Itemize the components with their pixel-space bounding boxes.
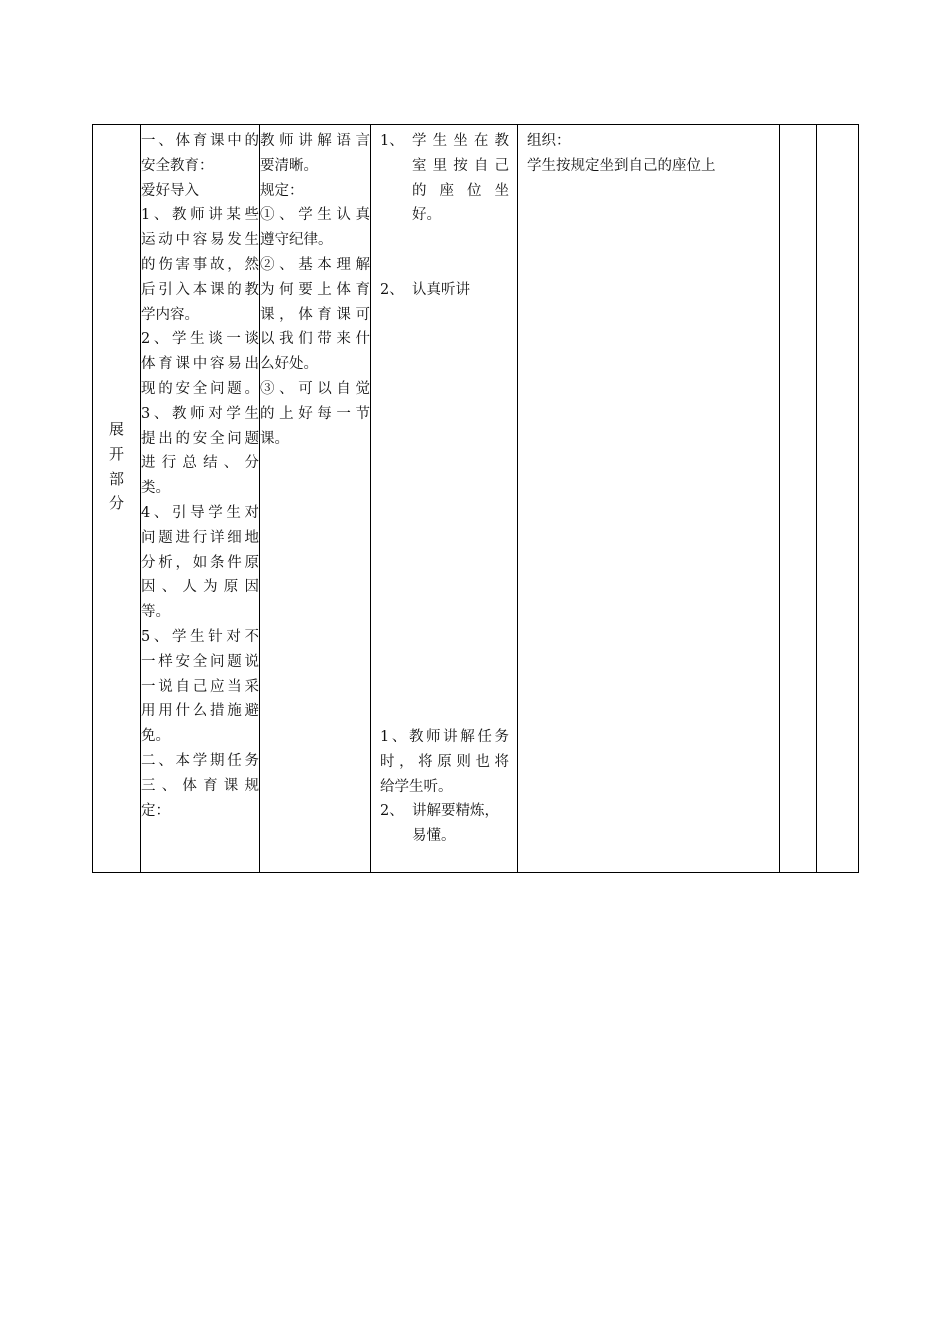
- section-label: [93, 417, 140, 516]
- column-divider: [517, 125, 518, 872]
- content-line: 问题进行详细地: [141, 529, 259, 546]
- note-line: 时，将原则也将: [380, 753, 509, 770]
- item-number: 2、: [380, 282, 404, 299]
- content-line: 二、本学期任务: [141, 752, 259, 769]
- teacher-activity-column: [260, 129, 370, 451]
- content-line: 后引入本课的教: [141, 281, 259, 298]
- teacher-line: 课，体育课可: [260, 306, 370, 323]
- content-line: 1、教师讲某些: [141, 207, 259, 224]
- lesson-plan-table: [92, 124, 859, 873]
- content-line: 一说自己应当采: [141, 678, 259, 695]
- teacher-line: 以我们带来什: [260, 331, 370, 348]
- content-line: 运动中容易发生: [141, 232, 259, 249]
- section-label-char: 展: [108, 420, 124, 438]
- student-item-2: [380, 278, 509, 303]
- content-line: 三、体育课规: [141, 777, 259, 794]
- content-line: 4、引导学生对: [141, 504, 259, 521]
- organization-text: 学生按规定坐到自己的座位上: [527, 157, 716, 174]
- note-line: 易懂。: [412, 828, 456, 845]
- column-divider: [370, 125, 371, 872]
- teacher-line: ①、学生认真: [260, 207, 370, 224]
- content-line: 安全教育：: [141, 157, 214, 174]
- content-line: 一、体育课中的: [141, 133, 259, 149]
- item-number: 1、: [380, 133, 404, 149]
- student-activity-column: [380, 129, 509, 849]
- student-line: 好。: [412, 207, 441, 224]
- column-divider: [779, 125, 780, 872]
- note-line: 讲解要精炼，: [412, 803, 499, 820]
- content-line: 分析，如条件原: [141, 554, 259, 571]
- student-line: 室里按自己: [412, 157, 509, 174]
- teacher-line: 课。: [260, 430, 289, 447]
- content-line: 一样安全问题说: [141, 653, 259, 670]
- teacher-line: 为何要上体育: [260, 281, 370, 298]
- content-line: 定：: [141, 802, 170, 819]
- content-line: 现的安全问题。: [141, 380, 259, 397]
- content-line: 进行总结、分: [141, 455, 259, 472]
- student-line: 的座位坐: [412, 182, 509, 199]
- item-number: 2、: [380, 803, 404, 820]
- teaching-note-2: [380, 799, 509, 849]
- section-label-char: 分: [108, 494, 124, 513]
- student-line: 学生坐在教: [412, 133, 509, 149]
- teacher-line: 么好处。: [260, 356, 318, 373]
- content-line: 爱好导入: [141, 182, 199, 199]
- teacher-line: 要清晰。: [260, 157, 318, 174]
- student-line: 认真听讲: [412, 282, 470, 299]
- section-label-char: 部: [108, 469, 124, 488]
- content-line: 5、学生针对不: [141, 628, 259, 645]
- teacher-line: ③、可以自觉: [260, 380, 370, 397]
- content-line: 学内容。: [141, 306, 199, 323]
- content-line: 体育课中容易出: [141, 356, 259, 373]
- organization-title: 组织：: [527, 133, 571, 149]
- content-line: 3、教师对学生: [141, 405, 259, 422]
- organization-column: [527, 129, 775, 179]
- teacher-line: 的上好每一节: [260, 405, 370, 422]
- content-line: 2、学生谈一谈: [141, 331, 259, 348]
- note-line: 1、教师讲解任务: [380, 728, 509, 745]
- content-line: 提出的安全问题: [141, 430, 259, 447]
- content-line: 用用什么措施避: [141, 703, 259, 720]
- content-line: 免。: [141, 728, 170, 745]
- content-line: 的伤害事故，然: [141, 256, 259, 273]
- section-label-char: 开: [108, 444, 124, 463]
- teacher-line: 遵守纪律。: [260, 232, 333, 249]
- content-line: 因、人为原因: [141, 579, 259, 596]
- teacher-line: 教师讲解语言: [260, 133, 370, 149]
- teacher-line: ②、基本理解: [260, 256, 370, 273]
- content-line: 等。: [141, 604, 170, 621]
- teaching-note-1: [380, 725, 509, 799]
- column-divider: [816, 125, 817, 872]
- content-column: [141, 129, 259, 823]
- teacher-line: 规定：: [260, 182, 304, 199]
- content-line: 类。: [141, 480, 170, 497]
- student-item-1: [380, 129, 509, 228]
- note-line: 给学生听。: [380, 778, 453, 795]
